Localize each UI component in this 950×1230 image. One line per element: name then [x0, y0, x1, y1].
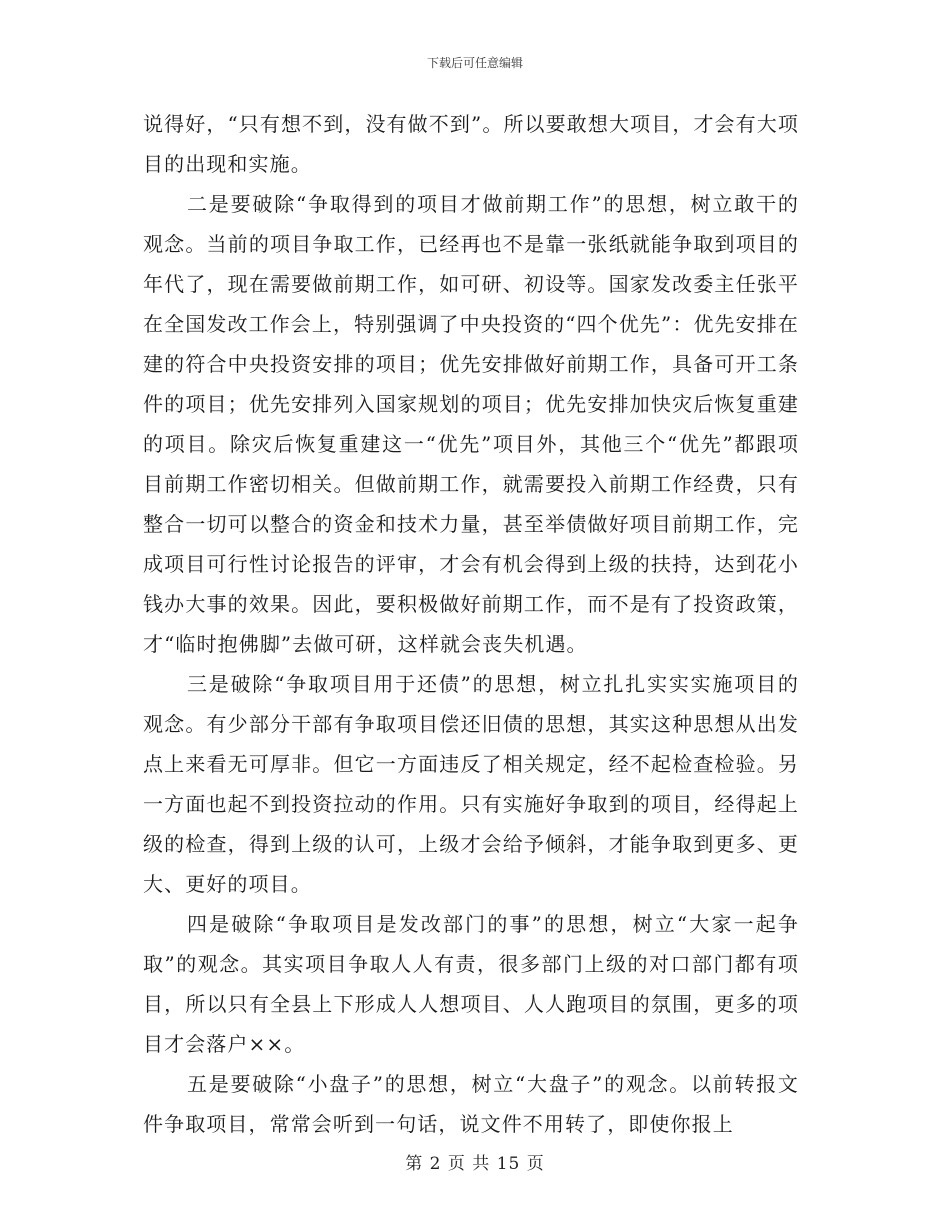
- paragraph-5: 五是要破除“小盘子”的思想，树立“大盘子”的观念。以前转报文件争取项目，常常会听到一句话，说文件不用转了，即使你报上: [143, 1072, 799, 1136]
- paragraph-3: 三是破除“争取项目用于还债”的思想，树立扎扎实实实施项目的观念。有少部分干部有争取项目偿还旧债的思想，其实这种思想从出发点上来看无可厚非。但它一方面违反了相关规定，经不起检查检验。另一方面也起不到投资拉动的作用。只有实施好争取到的项目，经得起上级的检查，得到上级的认可，上级才会给予倾斜，才能争取到更多、更大、更好的项目。: [143, 672, 799, 896]
- page-footer: 第 2 页 共 15 页: [405, 1154, 545, 1174]
- page-header: 下载后可任意编辑: [426, 56, 523, 70]
- paragraph-1: 说得好，“只有想不到，没有做不到”。所以要敢想大项目，才会有大项目的出现和实施。: [143, 112, 799, 176]
- document-body: [143, 104, 799, 1144]
- paragraph-4: 四是破除“争取项目是发改部门的事”的思想，树立“大家一起争取”的观念。其实项目争取人人有责，很多部门上级的对口部门都有项目，所以只有全县上下形成人人想项目、人人跑项目的氛围，更多的项目才会落户××。: [143, 912, 799, 1056]
- paragraph-2: 二是要破除“争取得到的项目才做前期工作”的思想，树立敢干的观念。当前的项目争取工作，已经再也不是靠一张纸就能争取到项目的年代了，现在需要做前期工作，如可研、初设等。国家发改委主任张平在全国发改工作会上，特别强调了中央投资的“四个优先”：优先安排在建的符合中央投资安排的项目；优先安排做好前期工作，具备可开工条件的项目；优先安排列入国家规划的项目；优先安排加快灾后恢复重建的项目。除灾后恢复重建这一“优先”项目外，其他三个“优先”都跟项目前期工作密切相关。但做前期工作，就需要投入前期工作经费，只有整合一切可以整合的资金和技术力量，甚至举债做好项目前期工作，完成项目可行性讨论报告的评审，才会有机会得到上级的扶持，达到花小钱办大事的效果。因此，要积极做好前期工作，而不是有了投资政策，才“临时抱佛脚”去做可研，这样就会丧失机遇。: [143, 192, 799, 656]
